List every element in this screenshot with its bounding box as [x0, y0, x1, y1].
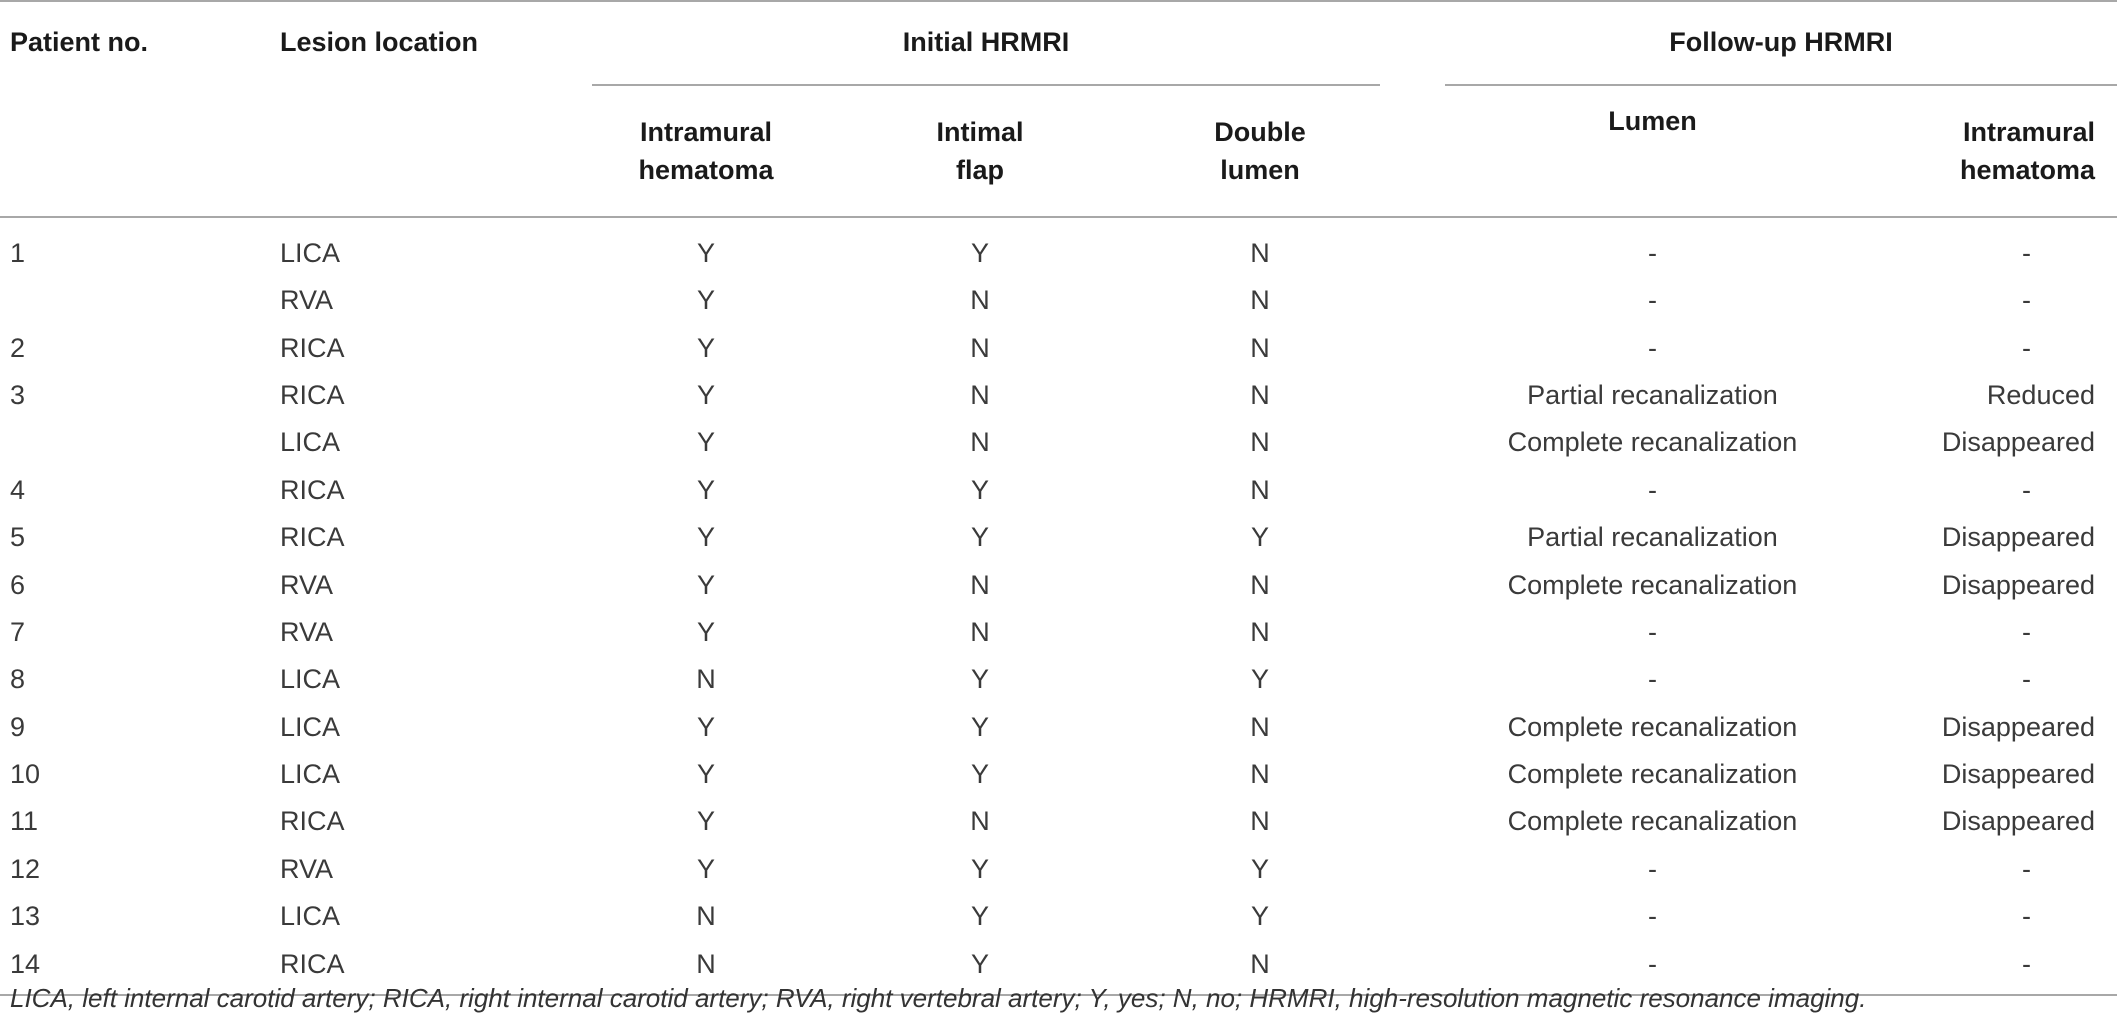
header-double-lumen	[1140, 86, 1380, 217]
header-intimal-flap	[820, 86, 1140, 217]
cell-followup-hematoma: Disappeared	[1941, 759, 2096, 790]
cell-intimal-flap: Y	[970, 759, 989, 790]
cell-intramural-hematoma: Y	[696, 427, 715, 458]
cell-followup-hematoma: -	[2022, 332, 2032, 363]
cell-double-lumen: Y	[1250, 901, 1269, 932]
cell-intimal-flap: N	[970, 569, 990, 600]
cell-intimal-flap: Y	[820, 940, 1140, 994]
header-blank-1	[0, 86, 272, 217]
cell-patient-no: 2	[10, 332, 26, 363]
cell-followup-lumen: Complete recanalization	[1507, 806, 1798, 837]
table-row	[0, 656, 2117, 703]
cell-intramural-hematoma: N	[696, 664, 716, 695]
cell-gap	[1380, 419, 1445, 466]
cell-double-lumen: Y	[1250, 664, 1269, 695]
cell-followup-hematoma: -	[2022, 616, 2032, 647]
table-row	[0, 751, 2117, 798]
header-initial-hrmri-label: Initial HRMRI	[902, 27, 1070, 57]
cell-intramural-hematoma: Y	[696, 806, 715, 837]
followup-hrmri-underline	[1445, 84, 2117, 86]
cell-followup-hematoma: Disappeared	[1941, 427, 2096, 458]
cell-patient-no: 13	[10, 901, 41, 932]
cell-intramural-hematoma: Y	[696, 711, 715, 742]
cell-gap	[1380, 217, 1445, 277]
cell-gap	[1380, 798, 1445, 845]
cell-followup-lumen: Partial recanalization	[1527, 522, 1778, 553]
cell-intramural-hematoma: N	[592, 940, 820, 994]
table-row	[0, 467, 2117, 514]
cell-gap	[1380, 609, 1445, 656]
cell-intimal-flap: Y	[970, 664, 989, 695]
cell-lesion-location: RVA	[280, 285, 334, 316]
cell-followup-hematoma: Disappeared	[1941, 711, 2096, 742]
initial-hrmri-underline	[592, 84, 1380, 86]
header-patient-no: Patient no.	[10, 27, 149, 57]
cell-lesion-location: RICA	[280, 806, 345, 837]
cell-intramural-hematoma: Y	[696, 569, 715, 600]
cell-intimal-flap: N	[970, 379, 990, 410]
cell-double-lumen: N	[1250, 759, 1270, 790]
cell-intimal-flap: Y	[970, 522, 989, 553]
header-intramural-hematoma-line2: hematoma	[638, 155, 774, 185]
header-followup-hrmri-label: Follow-up HRMRI	[1669, 27, 1893, 57]
cell-lesion-location: LICA	[280, 427, 341, 458]
table-header	[0, 1, 2117, 217]
header-blank-gap	[1380, 86, 1445, 217]
cell-gap	[1380, 467, 1445, 514]
header-lumen-label: Lumen	[1608, 106, 1697, 136]
cell-lesion-location: RVA	[280, 616, 334, 647]
cell-double-lumen: N	[1250, 285, 1270, 316]
cell-intramural-hematoma: Y	[696, 379, 715, 410]
table-row	[0, 277, 2117, 324]
header-intramural-hematoma-line1: Intramural	[639, 117, 773, 147]
cell-lesion-location: RVA	[280, 853, 334, 884]
cell-followup-hematoma: Disappeared	[1941, 806, 2096, 837]
cell-followup-lumen: -	[1648, 474, 1657, 505]
cell-intramural-hematoma: Y	[696, 616, 715, 647]
cell-patient-no: 14	[0, 940, 272, 994]
header-followup-intramural-hematoma	[1860, 86, 2117, 217]
header-blank-2	[272, 86, 592, 217]
cell-patient-no: 7	[10, 616, 26, 647]
cell-patient-no	[0, 277, 272, 324]
cell-followup-hematoma: Disappeared	[1941, 569, 2096, 600]
cell-double-lumen: N	[1250, 711, 1270, 742]
cell-double-lumen: Y	[1250, 853, 1269, 884]
cell-lesion-location: LICA	[280, 759, 341, 790]
cell-followup-hematoma: -	[2022, 901, 2032, 932]
header-intimal-flap-line2: flap	[955, 155, 1004, 185]
cell-double-lumen: N	[1250, 427, 1270, 458]
cell-lesion-location: RICA	[272, 940, 592, 994]
cell-followup-hematoma: -	[2022, 238, 2032, 268]
cell-followup-lumen: -	[1648, 853, 1657, 884]
cell-followup-hematoma: -	[1860, 940, 2117, 994]
header-followup-intramural-line1: Intramural	[1962, 117, 2096, 147]
cell-lesion-location: LICA	[280, 238, 341, 268]
cell-intimal-flap: Y	[970, 474, 989, 505]
table-row	[0, 419, 2117, 466]
cell-intimal-flap: Y	[970, 711, 989, 742]
cell-patient-no: 10	[10, 759, 41, 790]
cell-lesion-location: LICA	[280, 711, 341, 742]
cell-followup-hematoma: -	[2022, 474, 2032, 505]
cell-gap	[1380, 893, 1445, 940]
cell-intimal-flap: Y	[970, 853, 989, 884]
table-row	[0, 609, 2117, 656]
cell-gap	[1380, 324, 1445, 371]
cell-double-lumen: N	[1140, 940, 1380, 994]
cell-lesion-location: RVA	[280, 569, 334, 600]
cell-double-lumen: N	[1250, 379, 1270, 410]
header-followup-hrmri	[1445, 1, 2117, 86]
cell-intimal-flap: N	[970, 427, 990, 458]
table-row	[0, 846, 2117, 893]
cell-gap	[1380, 514, 1445, 561]
header-intimal-flap-line1: Intimal	[936, 117, 1024, 147]
cell-intramural-hematoma: N	[696, 901, 716, 932]
cell-followup-lumen: Partial recanalization	[1527, 379, 1778, 410]
cell-intimal-flap: N	[970, 616, 990, 647]
cell-followup-lumen: Complete recanalization	[1507, 427, 1798, 458]
cell-followup-hematoma: Reduced	[1986, 379, 2096, 410]
cell-intramural-hematoma: Y	[696, 474, 715, 505]
table-footnote: LICA, left internal carotid artery; RICA, right internal carotid artery; RVA, right vertebral artery; Y, yes; N, no; HRMRI, high-resolution magnetic resonance imaging.	[10, 983, 1867, 1013]
table-row	[0, 798, 2117, 845]
cell-lesion-location: RICA	[280, 379, 345, 410]
cell-intramural-hematoma: Y	[696, 522, 715, 553]
cell-gap	[1380, 704, 1445, 751]
cell-intramural-hematoma: Y	[696, 332, 715, 363]
cell-double-lumen: N	[1250, 238, 1270, 268]
header-double-lumen-line1: Double	[1214, 117, 1306, 147]
cell-gap	[1380, 656, 1445, 703]
cell-double-lumen: N	[1250, 569, 1270, 600]
cell-followup-lumen: -	[1648, 332, 1657, 363]
cell-patient-no	[0, 419, 272, 466]
cell-lesion-location: LICA	[280, 664, 341, 695]
cell-patient-no: 6	[10, 569, 26, 600]
cell-gap	[1380, 846, 1445, 893]
cell-patient-no: 11	[10, 806, 39, 837]
cell-intimal-flap: N	[970, 285, 990, 316]
cell-intramural-hematoma: Y	[696, 853, 715, 884]
cell-intimal-flap: Y	[970, 901, 989, 932]
cell-patient-no: 12	[10, 853, 41, 884]
cell-double-lumen: N	[1250, 474, 1270, 505]
cell-gap	[1380, 277, 1445, 324]
cell-intimal-flap: Y	[970, 238, 989, 268]
header-lumen	[1445, 86, 1860, 217]
header-gap	[1380, 1, 1445, 86]
cell-gap	[1380, 751, 1445, 798]
cell-lesion-location: RICA	[280, 474, 345, 505]
cell-patient-no: 9	[10, 711, 26, 742]
table-row	[0, 704, 2117, 751]
cell-followup-lumen: Complete recanalization	[1507, 711, 1798, 742]
cell-patient-no: 4	[10, 474, 26, 505]
cell-double-lumen: Y	[1250, 522, 1269, 553]
cell-followup-hematoma: -	[2022, 853, 2032, 884]
cell-followup-lumen: -	[1648, 901, 1657, 932]
cell-followup-lumen: -	[1445, 940, 1860, 994]
cell-followup-hematoma: Disappeared	[1941, 522, 2096, 553]
header-intramural-hematoma	[592, 86, 820, 217]
table-row	[0, 561, 2117, 608]
header-followup-intramural-line2: hematoma	[1959, 155, 2096, 185]
cell-followup-lumen: -	[1648, 664, 1657, 695]
cell-intimal-flap: N	[970, 806, 990, 837]
header-initial-hrmri	[592, 1, 1380, 86]
header-lesion-location: Lesion location	[280, 27, 479, 57]
cell-intramural-hematoma: Y	[696, 759, 715, 790]
cell-followup-hematoma: -	[2022, 664, 2032, 695]
cell-intramural-hematoma: Y	[696, 285, 715, 316]
cell-followup-lumen: -	[1648, 238, 1657, 268]
cell-lesion-location: RICA	[280, 332, 345, 363]
cell-lesion-location: RICA	[280, 522, 345, 553]
cell-intramural-hematoma: Y	[696, 238, 715, 268]
cell-patient-no: 8	[10, 664, 26, 695]
cell-double-lumen: N	[1250, 806, 1270, 837]
cell-double-lumen: N	[1250, 332, 1270, 363]
cell-followup-lumen: -	[1648, 616, 1657, 647]
table-row	[0, 217, 2117, 277]
cell-double-lumen: N	[1250, 616, 1270, 647]
cell-gap	[1380, 372, 1445, 419]
cell-followup-lumen: Complete recanalization	[1507, 759, 1798, 790]
cell-gap	[1380, 561, 1445, 608]
header-double-lumen-line2: lumen	[1220, 155, 1300, 185]
cell-followup-lumen: Complete recanalization	[1507, 569, 1798, 600]
cell-patient-no: 3	[10, 379, 26, 410]
table-row	[0, 893, 2117, 940]
table-row	[0, 372, 2117, 419]
table-row	[0, 514, 2117, 561]
cell-intimal-flap: N	[970, 332, 990, 363]
cell-lesion-location: LICA	[280, 901, 341, 932]
cell-patient-no: 1	[10, 238, 26, 268]
table-body	[0, 217, 2117, 995]
table-row	[0, 324, 2117, 371]
cell-followup-hematoma: -	[2022, 285, 2032, 316]
cell-followup-lumen: -	[1648, 285, 1657, 316]
cell-patient-no: 5	[10, 522, 26, 553]
